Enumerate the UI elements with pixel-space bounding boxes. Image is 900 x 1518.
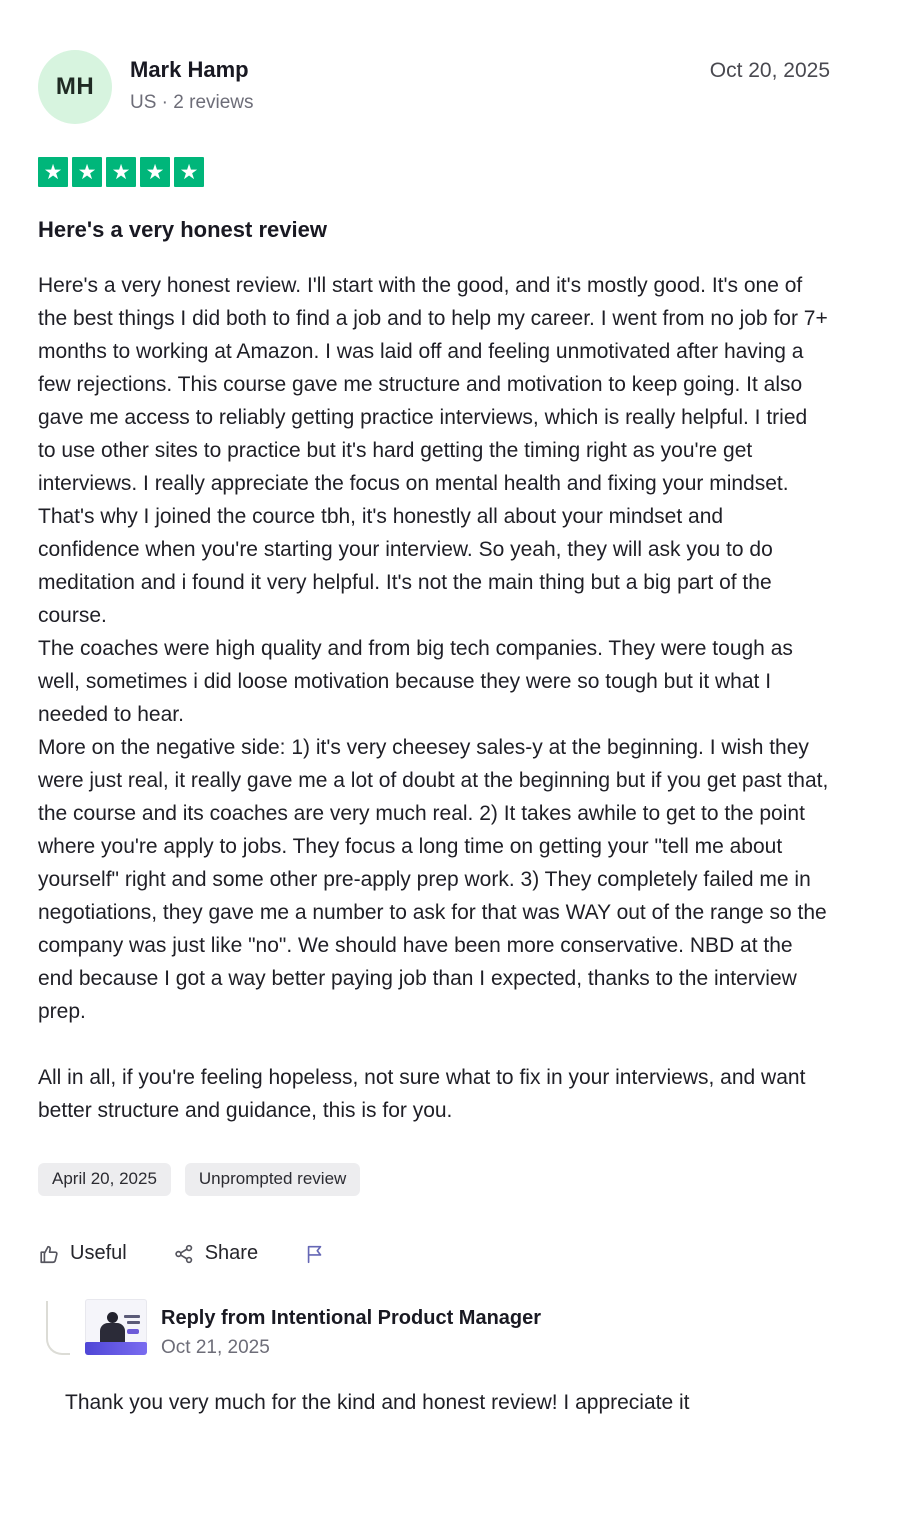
useful-label: Useful xyxy=(70,1242,127,1264)
flag-icon xyxy=(304,1243,326,1265)
share-label: Share xyxy=(204,1242,259,1264)
review-actions xyxy=(38,1242,830,1265)
review-paragraph: More on the negative side: 1) it's very cheesey sales-y at the beginning. I wish they were just real, it really gave me a lot of doubt at the beginning but if you get past that, the course and its coaches are very much real. 2) It takes awhile to get to the point where you're apply to jobs. They focus a long time on getting your "tell me about yourself" right and some other pre-apply prep work. 3) They completely failed me in negotiations, they gave me a number to ask for that was WAY out of the range so the company was just like "no". We should have been more conservative. NBD at the end because I got a way better paying job than I expected, thanks to the interview prep. xyxy=(38,736,829,1023)
star-icon: ★ xyxy=(106,157,136,187)
star-rating xyxy=(38,157,830,187)
thumbs-up-icon xyxy=(38,1243,60,1265)
avatar[interactable]: MH xyxy=(38,50,112,124)
review-header xyxy=(38,50,830,124)
reply-header-text xyxy=(161,1299,541,1359)
consumer-info xyxy=(38,50,254,124)
star-icon: ★ xyxy=(72,157,102,187)
unprompted-review-tag: Unprompted review xyxy=(185,1163,360,1196)
experience-date-tag: April 20, 2025 xyxy=(38,1163,171,1196)
review-body xyxy=(38,269,830,1127)
reply-header xyxy=(85,1299,830,1359)
consumer-location-reviews: US · 2 reviews xyxy=(130,92,254,113)
review-paragraph: All in all, if you're feeling hopeless, not sure what to fix in your interviews, and want better structure and guidance, this is for you. xyxy=(38,1066,806,1122)
review-posted-date: Oct 20, 2025 xyxy=(709,59,830,82)
flag-report-button[interactable] xyxy=(304,1243,326,1265)
company-reply xyxy=(38,1299,830,1419)
star-icon: ★ xyxy=(174,157,204,187)
consumer-name[interactable]: Mark Hamp xyxy=(130,57,249,82)
reply-from-label: Reply from Intentional Product Manager xyxy=(161,1307,542,1329)
review-paragraph: The coaches were high quality and from big tech companies. They were tough as well, sometimes i did loose motivation because they were so tough but it what I needed to hear. xyxy=(38,637,793,726)
reply-text: Thank you very much for the kind and honest review! I appreciate it xyxy=(65,1391,690,1414)
reply-thread-connector xyxy=(46,1301,70,1355)
share-button[interactable] xyxy=(173,1242,258,1265)
review-paragraph: Here's a very honest review. I'll start with the good, and it's mostly good. It's one of the best things I did both to find a job and to help my career. I went from no job for 7+ months to working at Amazon. I was laid off and feeling unmotivated after having a few rejections. This course gave me structure and motivation to keep going. It also gave me access to reliably getting practice interviews, which is really helpful. I tried to use other sites to practice but it's hard getting the timing right as you're get interviews. I really appreciate the focus on mental health and fixing your mindset. That's why I joined the cource tbh, it's honestly all about your mindset and confidence when you're starting your interview. So yeah, they will ask you to do meditation and i found it very helpful. It's not the main thing but a big part of the course. xyxy=(38,274,828,627)
star-icon: ★ xyxy=(140,157,170,187)
company-logo xyxy=(85,1299,147,1355)
star-icon: ★ xyxy=(38,157,68,187)
useful-button[interactable] xyxy=(38,1242,127,1265)
review-title[interactable]: Here's a very honest review xyxy=(38,217,327,242)
review-tags xyxy=(38,1163,830,1196)
share-icon xyxy=(173,1243,195,1265)
consumer-text xyxy=(130,50,254,114)
reply-date: Oct 21, 2025 xyxy=(161,1337,270,1358)
